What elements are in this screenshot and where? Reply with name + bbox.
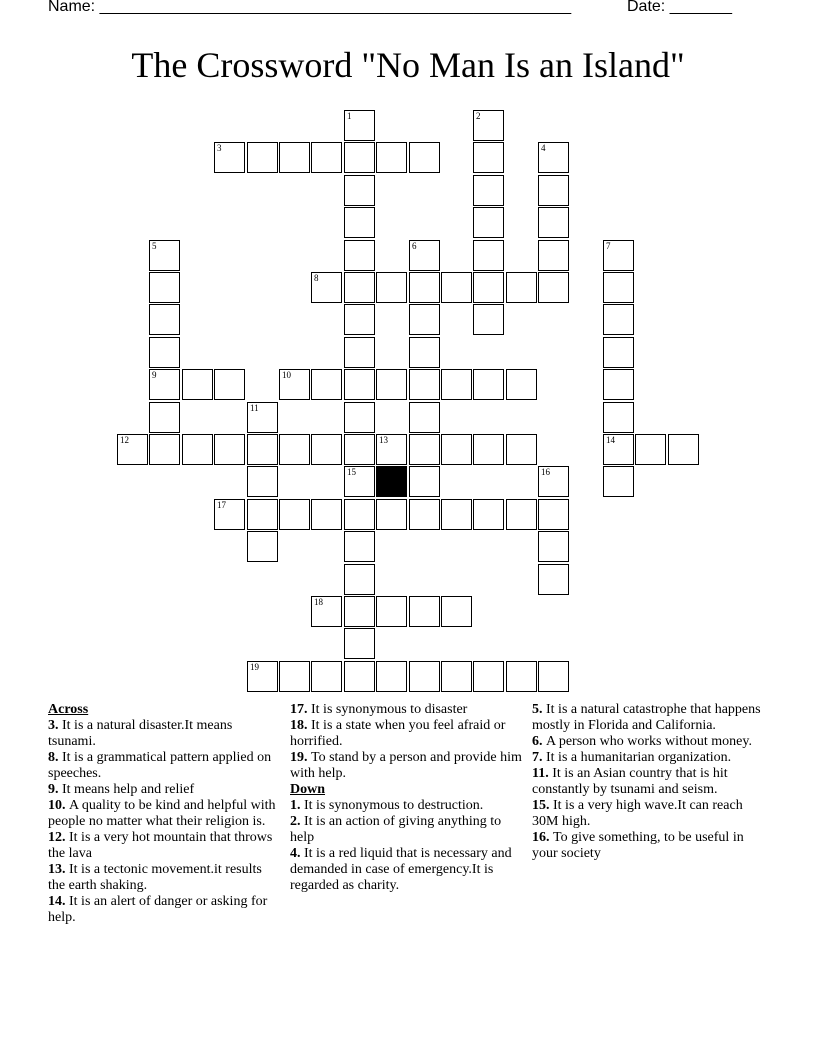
grid-cell[interactable] <box>409 499 440 530</box>
clue-item <box>48 718 276 750</box>
grid-cell[interactable] <box>149 402 180 433</box>
grid-cell[interactable] <box>538 531 569 562</box>
grid-cell[interactable] <box>538 207 569 238</box>
grid-cell[interactable] <box>344 175 375 206</box>
clue-text: It is a tectonic movement.it results the earth shaking. <box>48 862 262 893</box>
grid-cell[interactable] <box>214 142 245 173</box>
clue-text: It is a grammatical pattern applied on speeches. <box>48 750 272 781</box>
clue-text: It is an Asian country that is hit constantly by tsunami and seism. <box>532 766 728 797</box>
grid-cell[interactable] <box>344 661 375 692</box>
clues-column-1 <box>48 702 276 926</box>
clue-number: 3. <box>48 718 62 733</box>
clue-item <box>290 798 522 814</box>
grid-cell[interactable] <box>279 142 310 173</box>
clue-item <box>290 750 522 782</box>
clue-text: It is synonymous to destruction. <box>304 798 484 813</box>
grid-cell[interactable] <box>247 142 278 173</box>
clue-text: It is a very hot mountain that throws the lava <box>48 830 273 861</box>
clue-number: 5. <box>532 702 546 717</box>
clue-text: It is a red liquid that is necessary and demanded in case of emergency.It is regarded as charity. <box>290 846 512 893</box>
grid-cell[interactable] <box>538 564 569 595</box>
clue-number: 19 <box>250 662 259 672</box>
grid-cell[interactable] <box>473 207 504 238</box>
grid-cell[interactable] <box>603 240 634 271</box>
grid-cell[interactable] <box>473 661 504 692</box>
clue-number: 16 <box>541 467 550 477</box>
grid-cell[interactable] <box>376 369 407 400</box>
clue-number: 3 <box>217 143 222 153</box>
grid-cell[interactable] <box>117 434 148 465</box>
grid-cell[interactable] <box>311 142 342 173</box>
grid-cell[interactable] <box>376 499 407 530</box>
clue-number: 14. <box>48 894 69 909</box>
clue-text: It is synonymous to disaster <box>311 702 468 717</box>
grid-cell[interactable] <box>409 434 440 465</box>
grid-cell[interactable] <box>247 499 278 530</box>
grid-cell[interactable] <box>635 434 666 465</box>
clue-number: 2. <box>290 814 304 829</box>
clues-column-2 <box>290 702 522 894</box>
clue-item <box>48 894 276 926</box>
grid-cell[interactable] <box>344 564 375 595</box>
clue-number: 4. <box>290 846 304 861</box>
clue-number: 2 <box>476 111 481 121</box>
grid-cell[interactable] <box>538 272 569 303</box>
grid-cell[interactable] <box>538 175 569 206</box>
clue-item <box>290 702 522 718</box>
grid-cell[interactable] <box>409 369 440 400</box>
clue-item <box>532 798 772 830</box>
clue-text: It is a very high wave.It can reach 30M high. <box>532 798 743 829</box>
clue-item <box>532 734 772 750</box>
grid-cell[interactable] <box>376 272 407 303</box>
grid-cell[interactable] <box>473 240 504 271</box>
grid-cell[interactable] <box>149 240 180 271</box>
clue-number: 7. <box>532 750 546 765</box>
clue-item <box>48 782 276 798</box>
clue-item <box>48 798 276 830</box>
grid-cell[interactable] <box>538 240 569 271</box>
grid-cell[interactable] <box>473 434 504 465</box>
clue-number: 17. <box>290 702 311 717</box>
clue-text: A quality to be kind and helpful with people no matter what their religion is. <box>48 798 276 829</box>
clue-section-heading: Across <box>48 702 89 717</box>
clue-number: 5 <box>152 241 157 251</box>
grid-cell[interactable] <box>668 434 699 465</box>
grid-cell[interactable] <box>344 596 375 627</box>
clue-item <box>290 718 522 750</box>
grid-cell[interactable] <box>247 531 278 562</box>
clue-number: 17 <box>217 500 226 510</box>
grid-cell[interactable] <box>473 110 504 141</box>
grid-cell[interactable] <box>149 369 180 400</box>
clue-section-heading: Down <box>290 782 326 797</box>
grid-cell[interactable] <box>247 661 278 692</box>
grid-cell[interactable] <box>441 661 472 692</box>
grid-cell[interactable] <box>247 402 278 433</box>
grid-cell[interactable] <box>311 596 342 627</box>
grid-cell[interactable] <box>409 337 440 368</box>
clue-text: To give something, to be useful in your society <box>532 830 744 861</box>
grid-cell[interactable] <box>311 499 342 530</box>
clues-column-3 <box>532 702 772 862</box>
grid-cell[interactable] <box>344 272 375 303</box>
clue-number: 18. <box>290 718 311 733</box>
clue-number: 13. <box>48 862 69 877</box>
grid-cell[interactable] <box>603 304 634 335</box>
grid-cell[interactable] <box>506 434 537 465</box>
clue-number: 18 <box>314 597 323 607</box>
clue-number: 19. <box>290 750 311 765</box>
grid-cell[interactable] <box>279 369 310 400</box>
grid-cell[interactable] <box>182 369 213 400</box>
clue-number: 11 <box>250 403 259 413</box>
clue-number: 9. <box>48 782 62 797</box>
grid-cell[interactable] <box>344 369 375 400</box>
name-line[interactable]: _____________________________________________________ <box>99 0 572 15</box>
grid-cell[interactable] <box>441 369 472 400</box>
clue-text: It is a state when you feel afraid or horrified. <box>290 718 506 749</box>
grid-cell[interactable] <box>344 207 375 238</box>
grid-cell[interactable] <box>603 434 634 465</box>
grid-cell[interactable] <box>279 499 310 530</box>
grid-cell[interactable] <box>344 466 375 497</box>
grid-cell[interactable] <box>603 466 634 497</box>
date-label: Date: <box>627 0 666 15</box>
clue-item <box>532 830 772 862</box>
grid-cell[interactable] <box>441 596 472 627</box>
grid-cell[interactable] <box>473 175 504 206</box>
clue-number: 8 <box>314 273 319 283</box>
grid-cell[interactable] <box>409 402 440 433</box>
clue-number: 15. <box>532 798 553 813</box>
clue-text: To stand by a person and provide him with help. <box>290 750 522 781</box>
grid-cell[interactable] <box>376 142 407 173</box>
grid-cell[interactable] <box>344 142 375 173</box>
clue-text: It is a natural disaster.It means tsunami. <box>48 718 233 749</box>
grid-cell[interactable] <box>344 337 375 368</box>
grid-cell[interactable] <box>149 272 180 303</box>
grid-cell[interactable] <box>149 337 180 368</box>
grid-cell[interactable] <box>344 434 375 465</box>
grid-cell[interactable] <box>247 466 278 497</box>
grid-cell[interactable] <box>506 499 537 530</box>
grid-cell[interactable] <box>603 337 634 368</box>
grid-cell[interactable] <box>344 304 375 335</box>
grid-cell[interactable] <box>182 434 213 465</box>
grid-cell[interactable] <box>344 531 375 562</box>
grid-cell[interactable] <box>538 466 569 497</box>
clue-item <box>48 750 276 782</box>
grid-cell[interactable] <box>409 142 440 173</box>
grid-cell[interactable] <box>538 499 569 530</box>
grid-cell[interactable] <box>441 434 472 465</box>
date-field <box>627 0 732 16</box>
clue-item <box>532 702 772 734</box>
clue-number: 7 <box>606 241 611 251</box>
grid-cell[interactable] <box>409 596 440 627</box>
clue-number: 12. <box>48 830 69 845</box>
grid-cell[interactable] <box>376 661 407 692</box>
grid-cell[interactable] <box>473 304 504 335</box>
clue-number: 13 <box>379 435 388 445</box>
clue-item <box>290 814 522 846</box>
clue-number: 14 <box>606 435 615 445</box>
grid-cell[interactable] <box>603 369 634 400</box>
grid-cell[interactable] <box>214 499 245 530</box>
clue-item <box>48 862 276 894</box>
clue-item <box>532 766 772 798</box>
grid-cell[interactable] <box>538 142 569 173</box>
grid-cell[interactable] <box>473 142 504 173</box>
grid-cell[interactable] <box>538 661 569 692</box>
grid-cell[interactable] <box>506 272 537 303</box>
clue-number: 10 <box>282 370 291 380</box>
grid-cell[interactable] <box>409 272 440 303</box>
grid-cell[interactable] <box>311 661 342 692</box>
clue-item <box>290 846 522 894</box>
clue-text: It is an alert of danger or asking for help. <box>48 894 268 925</box>
grid-cell[interactable] <box>409 304 440 335</box>
grid-cell[interactable] <box>344 402 375 433</box>
clue-number: 15 <box>347 467 356 477</box>
clue-number: 8. <box>48 750 62 765</box>
grid-cell[interactable] <box>473 499 504 530</box>
clue-number: 10. <box>48 798 69 813</box>
clue-number: 11. <box>532 766 553 781</box>
grid-cell[interactable] <box>473 272 504 303</box>
date-line[interactable]: _______ <box>669 0 732 15</box>
grid-cell[interactable] <box>603 402 634 433</box>
name-field <box>48 0 571 16</box>
clue-item <box>48 830 276 862</box>
grid-cell[interactable] <box>441 272 472 303</box>
grid-cell[interactable] <box>344 628 375 659</box>
grid-cell[interactable] <box>409 661 440 692</box>
clue-number: 1. <box>290 798 304 813</box>
grid-cell[interactable] <box>506 661 537 692</box>
grid-cell[interactable] <box>441 499 472 530</box>
grid-cell[interactable] <box>473 369 504 400</box>
clue-number: 9 <box>152 370 157 380</box>
clue-number: 1 <box>347 111 352 121</box>
clue-text: A person who works without money. <box>546 734 752 749</box>
grid-cell[interactable] <box>409 240 440 271</box>
grid-cell[interactable] <box>311 369 342 400</box>
grid-cell[interactable] <box>311 434 342 465</box>
grid-cell[interactable] <box>279 661 310 692</box>
clue-number: 12 <box>120 435 129 445</box>
clue-number: 6 <box>412 241 417 251</box>
clue-text: It means help and relief <box>62 782 195 797</box>
clue-text: It is a humanitarian organization. <box>546 750 732 765</box>
grid-cell[interactable] <box>149 304 180 335</box>
grid-cell[interactable] <box>311 272 342 303</box>
grid-cell[interactable] <box>409 466 440 497</box>
grid-cell[interactable] <box>376 596 407 627</box>
clue-number: 4 <box>541 143 546 153</box>
grid-cell[interactable] <box>603 272 634 303</box>
name-label: Name: <box>48 0 96 15</box>
clue-item <box>532 750 772 766</box>
clue-text: It is a natural catastrophe that happens mostly in Florida and California. <box>532 702 761 733</box>
clue-number: 16. <box>532 830 553 845</box>
grid-cell[interactable] <box>214 369 245 400</box>
grid-cell[interactable] <box>344 499 375 530</box>
grid-cell[interactable] <box>214 434 245 465</box>
grid-cell[interactable] <box>506 369 537 400</box>
black-square <box>376 466 407 497</box>
grid-cell[interactable] <box>376 434 407 465</box>
grid-cell[interactable] <box>344 240 375 271</box>
grid-cell[interactable] <box>279 434 310 465</box>
grid-cell[interactable] <box>149 434 180 465</box>
clue-text: It is an action of giving anything to help <box>290 814 502 845</box>
page-title: The Crossword "No Man Is an Island" <box>131 45 685 85</box>
clue-number: 6. <box>532 734 546 749</box>
grid-cell[interactable] <box>344 110 375 141</box>
grid-cell[interactable] <box>247 434 278 465</box>
